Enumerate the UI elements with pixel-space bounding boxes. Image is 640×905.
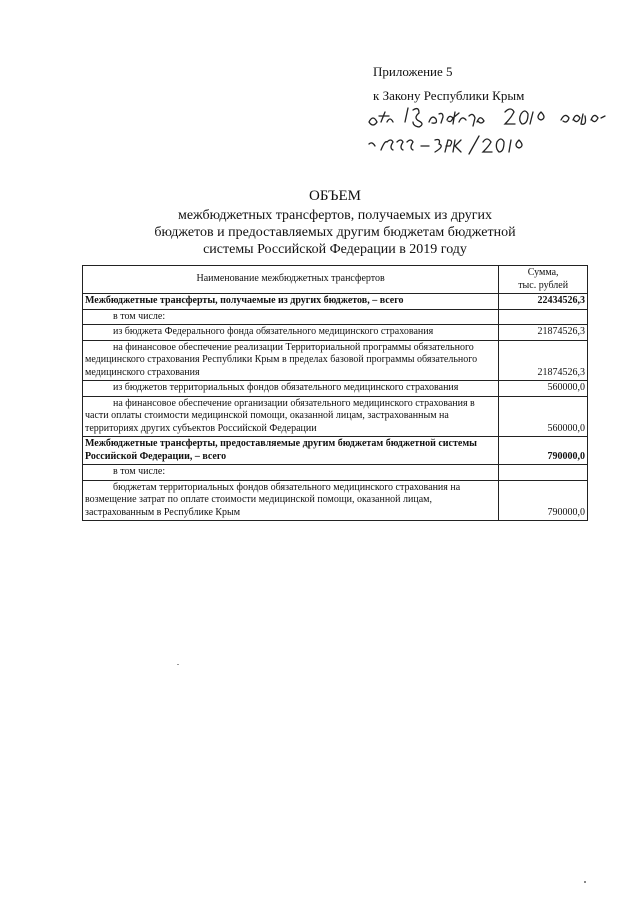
table-row-total-provided <box>83 437 588 465</box>
handwritten-date-number <box>365 100 615 160</box>
row-name: Межбюджетные трансферты, получаемые из других бюджетов, – всего <box>83 294 499 310</box>
row-amount: 560000,0 <box>499 396 588 437</box>
document-title <box>82 188 588 258</box>
row-name: бюджетам территориальных фондов обязательного медицинского страхования на возмещение затрат по оплате стоимости медицинской помощи, оказанной лицам, застрахованным в Республике Крым <box>83 480 499 521</box>
row-amount: 790000,0 <box>499 480 588 521</box>
appendix-law: к Закону Республики Крым <box>373 88 525 103</box>
row-name: Межбюджетные трансферты, предоставляемые другим бюджетам бюджетной системы Российской Федерации, – всего <box>83 437 499 465</box>
scan-speck <box>584 881 586 883</box>
transfers-table <box>82 265 588 521</box>
row-name: в том числе: <box>83 465 499 481</box>
table-row <box>83 309 588 325</box>
header-sum-line-1: Сумма, <box>527 267 559 278</box>
table-row <box>83 340 588 381</box>
header-sum <box>499 266 588 294</box>
row-amount <box>499 309 588 325</box>
title-line-1: межбюджетных трансфертов, получаемых из других <box>177 208 493 223</box>
table-row <box>83 396 588 437</box>
row-name: на финансовое обеспечение организации обязательного медицинского страхования в части оплаты стоимости медицинской помощи, оказанной лицам, застрахованным на территориях других субъектов Российской Федерации <box>83 396 499 437</box>
row-name: на финансовое обеспечение реализации Территориальной программы обязательного медицинского страхования Республики Крым в пределах базовой программы обязательного медицинского страхования <box>83 340 499 381</box>
row-amount: 790000,0 <box>499 437 588 465</box>
row-name: в том числе: <box>83 309 499 325</box>
row-amount: 22434526,3 <box>499 294 588 310</box>
table-row <box>83 325 588 341</box>
row-amount <box>499 465 588 481</box>
table-header-row <box>83 266 588 294</box>
title-line-2: бюджетов и предоставляемых другим бюджетам бюджетной <box>154 225 516 240</box>
row-amount: 21874526,3 <box>499 325 588 341</box>
title-line-3: системы Российской Федерации в 2019 году <box>203 242 467 257</box>
table-row-total-received <box>83 294 588 310</box>
row-amount: 560000,0 <box>499 381 588 397</box>
row-amount: 21874526,3 <box>499 340 588 381</box>
header-name: Наименование межбюджетных трансфертов <box>83 266 499 294</box>
scan-speck <box>177 664 179 665</box>
row-name: из бюджета Федерального фонда обязательного медицинского страхования <box>83 325 499 341</box>
header-sum-line-2: тыс. рублей <box>518 279 569 291</box>
table-row <box>83 480 588 521</box>
row-name: из бюджетов территориальных фондов обязательного медицинского страхования <box>83 381 499 397</box>
appendix-number: Приложение 5 <box>373 64 453 79</box>
handwritten-signature-image <box>365 100 615 160</box>
table-row <box>83 465 588 481</box>
title-main: ОБЪЕМ <box>309 188 361 204</box>
table-row <box>83 381 588 397</box>
